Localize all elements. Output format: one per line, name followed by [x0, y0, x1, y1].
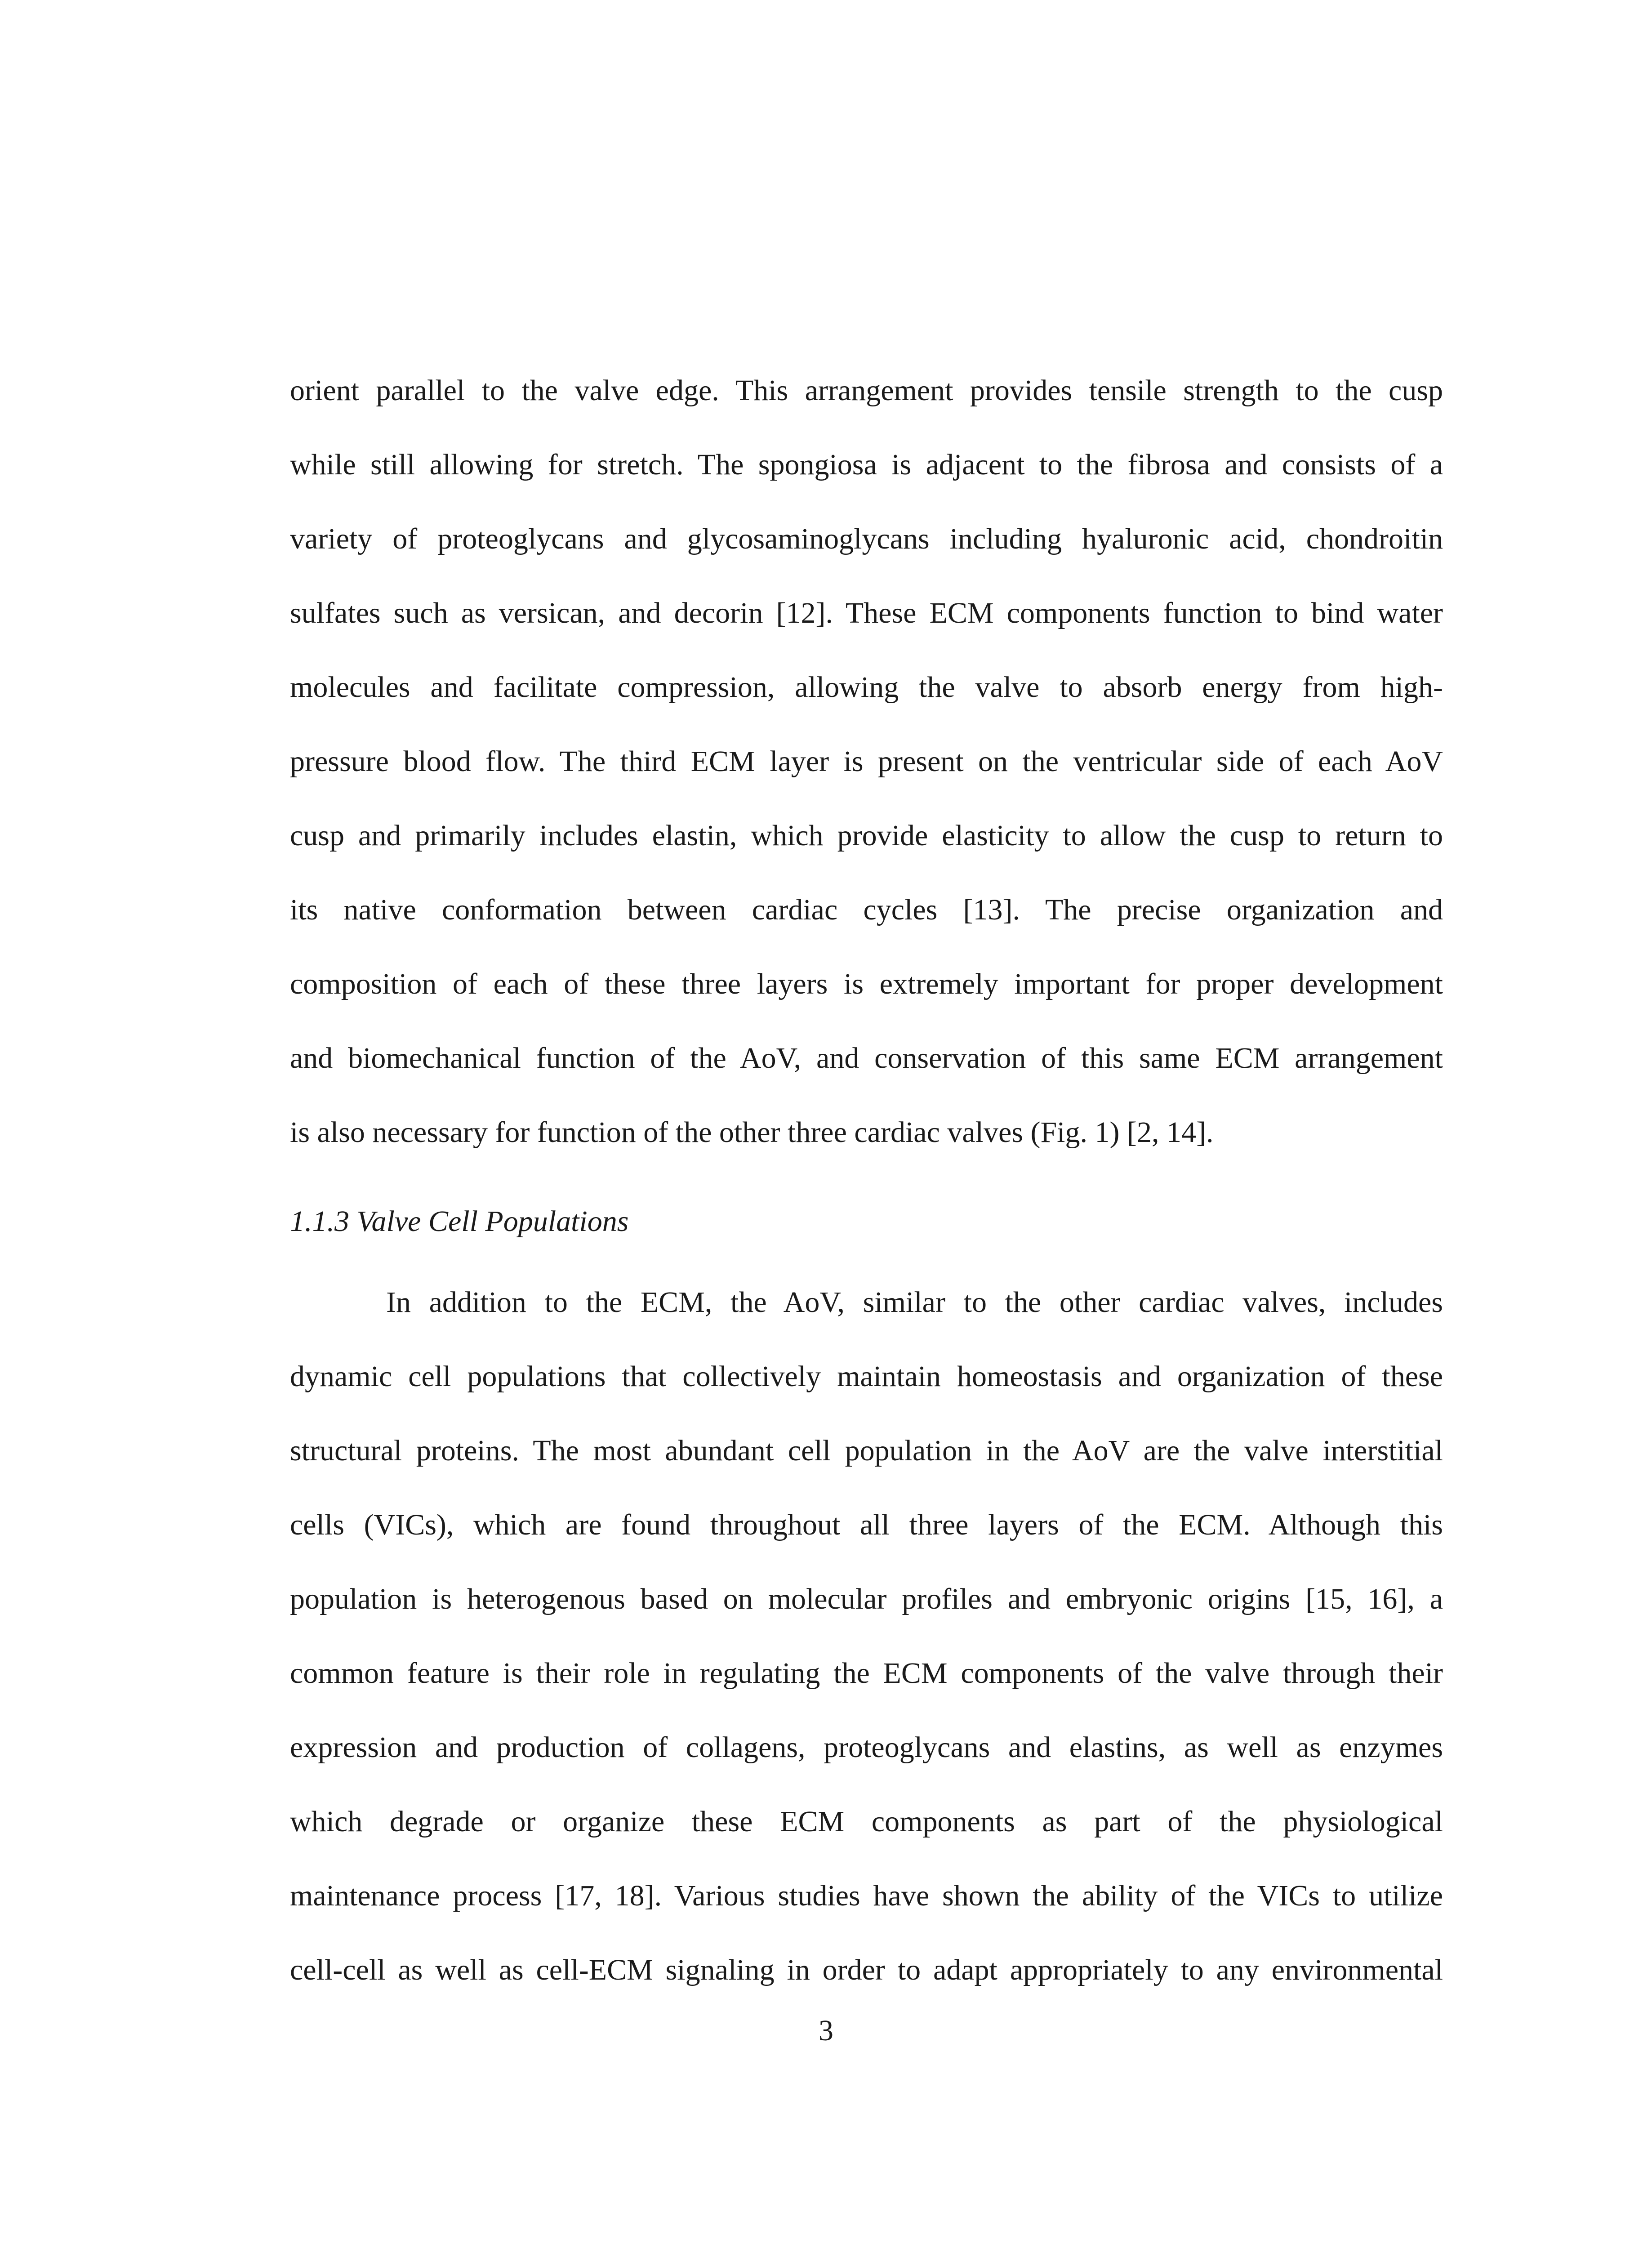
paragraph-line: orient parallel to the valve edge. This arrangement provides tensile strength to the cusp: [290, 374, 1443, 407]
paragraph-line: common feature is their role in regulating the ECM components of the valve through their: [290, 1657, 1443, 1690]
paragraph-line: population is heterogenous based on molecular profiles and embryonic origins [15, 16], a: [290, 1583, 1443, 1615]
paragraph-line: molecules and facilitate compression, allowing the valve to absorb energy from high-: [290, 671, 1443, 704]
paragraph-line: structural proteins. The most abundant cell population in the AoV are the valve interstitial: [290, 1434, 1443, 1467]
paragraph-line: is also necessary for function of the other three cardiac valves (Fig. 1) [2, 14].: [290, 1116, 1214, 1149]
paragraph-line: dynamic cell populations that collectively maintain homeostasis and organization of these: [290, 1360, 1443, 1393]
paragraph-line: while still allowing for stretch. The spongiosa is adjacent to the fibrosa and consists of a: [290, 448, 1443, 481]
paragraph-line: and biomechanical function of the AoV, and conservation of this same ECM arrangement: [290, 1042, 1443, 1075]
paragraph-line: which degrade or organize these ECM components as part of the physiological: [290, 1805, 1443, 1838]
paragraph-line: sulfates such as versican, and decorin [12]. These ECM components function to bind water: [290, 597, 1443, 629]
paragraph-line: its native conformation between cardiac cycles [13]. The precise organization and: [290, 893, 1443, 926]
paragraph-line: expression and production of collagens, proteoglycans and elastins, as well as enzymes: [290, 1731, 1443, 1764]
paragraph-line: pressure blood flow. The third ECM layer is present on the ventricular side of each AoV: [290, 745, 1443, 778]
paragraph-line: variety of proteoglycans and glycosaminoglycans including hyaluronic acid, chondroitin: [290, 522, 1443, 555]
page-number: 3: [819, 2014, 833, 2047]
paragraph-ecm-layers: [290, 353, 1443, 1169]
paragraph-valve-cells: [290, 1265, 1443, 2007]
section-heading: 1.1.3 Valve Cell Populations: [290, 1205, 629, 1238]
paragraph-line: cusp and primarily includes elastin, which provide elasticity to allow the cusp to return to: [290, 819, 1443, 852]
paragraph-line: maintenance process [17, 18]. Various studies have shown the ability of the VICs to utilize: [290, 1879, 1443, 1912]
paragraph-line: composition of each of these three layers is extremely important for proper development: [290, 968, 1443, 1000]
paragraph-line: In addition to the ECM, the AoV, similar to the other cardiac valves, includes: [386, 1286, 1443, 1319]
paragraph-line: cell-cell as well as cell-ECM signaling in order to adapt appropriately to any environmental: [290, 1954, 1443, 1986]
paragraph-line: cells (VICs), which are found throughout all three layers of the ECM. Although this: [290, 1508, 1443, 1541]
